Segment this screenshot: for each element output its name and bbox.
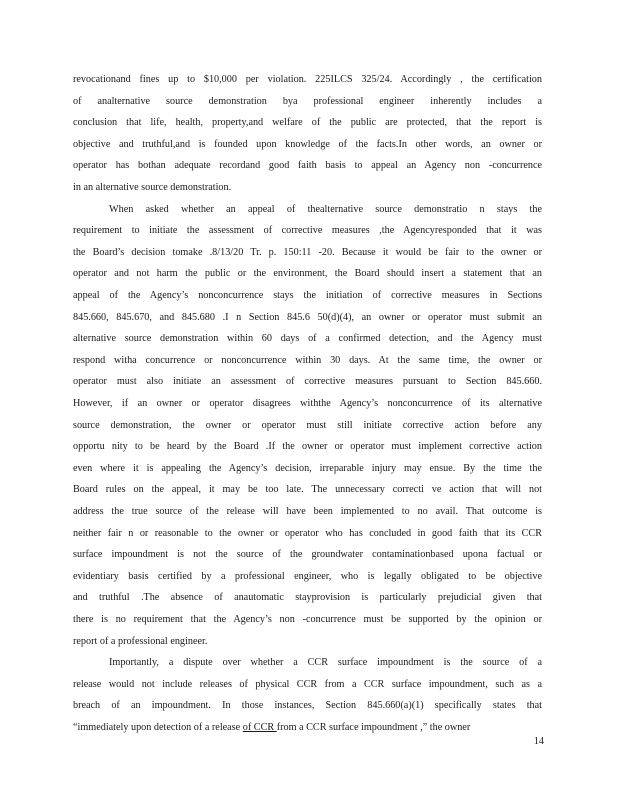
- text-line: objective and truthful,and is founded upon knowledge of the facts.In other words, an owner or: [73, 138, 542, 150]
- text-line: requirement to initiate the assessment of corrective measures ,the Agencyresponded that it was: [73, 225, 542, 237]
- text-line: When asked whether an appeal of thealternative source demonstratio n stays the: [109, 203, 542, 215]
- text-line: the Board’s decision tomake .8/13/20 Tr. p. 150:11 -20. Because it would be fair to the owner or: [73, 246, 542, 258]
- text-line: [73, 721, 542, 735]
- text-line: operator must also initiate an assessment of corrective measures pursuant to Section 845.660.: [73, 376, 542, 388]
- text-line: evidentiary basis certified by a professional engineer, who is legally obligated to be objective: [73, 570, 542, 582]
- page-number: 14: [533, 736, 544, 747]
- text-line: appeal of the Agency’s nonconcurrence stays the initiation of corrective measures in Sections: [73, 290, 542, 301]
- text-line: operator and not harm the public or the environment, the Board should insert a statement that an: [73, 268, 542, 280]
- text-line: source demonstration, the owner or operator must still initiate corrective action before any: [73, 419, 542, 431]
- text-line: revocationand fines up to $10,000 per violation. 225ILCS 325/24. Accordingly , the certification: [73, 74, 542, 85]
- text-line: Importantly, a dispute over whether a CCR surface impoundment is the source of a: [109, 657, 542, 669]
- text-line: Board rules on the appeal, it may be too late. The unnecessary correcti ve action that will not: [73, 484, 542, 496]
- text-line: release would not include releases of physical CCR from a CCR surface impoundment, such as a: [73, 678, 542, 690]
- text-line: there is no requirement that the Agency’s non -concurrence must be supported by the opinion or: [73, 614, 542, 625]
- text-line: 845.660, 845.670, and 845.680 .I n Section 845.6 50(d)(4), an owner or operator must submit an: [73, 311, 542, 323]
- text-line: alternative source demonstration within 60 days of a confirmed detection, and the Agency must: [73, 333, 542, 345]
- text-line: surface impoundment is not the source of the groundwater contaminationbased upona factual or: [73, 549, 542, 561]
- line-segment: from a CCR surface impoundment ,” the owner: [276, 722, 471, 733]
- text-line: opportu nity to be heard by the Board .If the owner or operator must implement corrective action: [73, 441, 542, 453]
- text-line: even where it is appealing the Agency’s decision, irreparable injury may ensue. By the time the: [73, 462, 542, 474]
- text-line: conclusion that life, health, property,and welfare of the public are protected, that the report is: [73, 117, 542, 129]
- text-line: report of a professional engineer.: [73, 635, 208, 647]
- text-line: breach of an impoundment. In those instances, Section 845.660(a)(1) specifically states that: [73, 700, 542, 712]
- text-line: neither fair n or reasonable to the owner or operator who has concluded in good faith that its CCR: [73, 527, 542, 539]
- text-line: However, if an owner or operator disagrees withthe Agency’s nonconcurrence of its alternative: [73, 398, 542, 409]
- underlined-text: of CCR: [242, 722, 277, 733]
- text-line: address the true source of the release will have been implemented to no avail. That outcome is: [73, 506, 542, 517]
- line-segment: “immediately upon detection of a release: [73, 722, 243, 733]
- text-line: respond witha concurrence or nonconcurrence within 30 days. At the same time, the owner or: [73, 354, 542, 366]
- text-line: and truthful .The absence of anautomatic stayprovision is particularly prejudicial given that: [73, 592, 542, 604]
- text-line: operator has bothan adequate recordand good faith basis to appeal an Agency non -concurrence: [73, 160, 542, 172]
- text-line: of analternative source demonstration bya professional engineer inherently includes a: [73, 95, 542, 107]
- text-line: in an alternative source demonstration.: [73, 182, 232, 193]
